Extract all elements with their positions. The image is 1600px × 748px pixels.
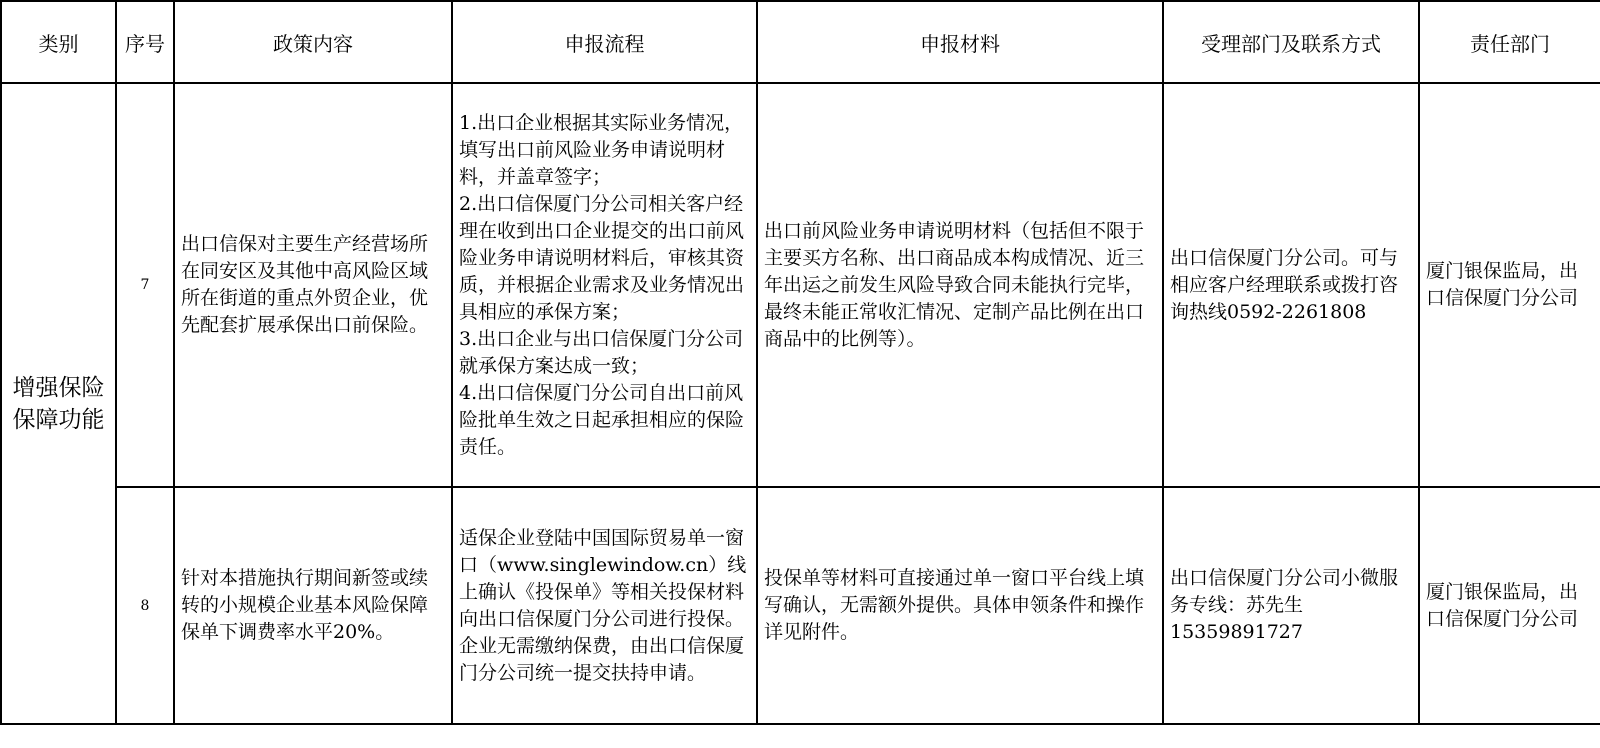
header-contact: 受理部门及联系方式 <box>1163 1 1419 83</box>
process-step: 4.出口信保厦门分公司自出口前风险批单生效之日起承担相应的保险责任。 <box>459 381 745 458</box>
process-cell <box>452 83 757 487</box>
process-step: 1.出口企业根据其实际业务情况，填写出口前风险业务申请说明材料，并盖章签字； <box>459 111 744 188</box>
policy-cell: 出口信保对主要生产经营场所在同安区及其他中高风险区域所在街道的重点外贸企业，优先配套扩展承保出口前保险。 <box>174 83 452 487</box>
process-cell: 适保企业登陆中国国际贸易单一窗口（www.singlewindow.cn）线上确认《投保单》等相关投保材料向出口信保厦门分公司进行投保。企业无需缴纳保费，由出口信保厦门分公司统一提交扶持申请。 <box>452 487 757 724</box>
responsible-cell: 厦门银保监局，出口信保厦门分公司 <box>1419 83 1600 487</box>
table-row <box>1 487 1600 724</box>
seq-cell: 7 <box>116 83 174 487</box>
header-policy: 政策内容 <box>174 1 452 83</box>
header-process: 申报流程 <box>452 1 757 83</box>
table-row <box>1 83 1600 487</box>
header-category: 类别 <box>1 1 116 83</box>
responsible-cell: 厦门银保监局，出口信保厦门分公司 <box>1419 487 1600 724</box>
policy-cell: 针对本措施执行期间新签或续转的小规模企业基本风险保障保单下调费率水平20%。 <box>174 487 452 724</box>
materials-cell: 出口前风险业务申请说明材料（包括但不限于主要买方名称、出口商品成本构成情况、近三年出运之前发生风险导致合同未能执行完毕，最终未能正常收汇情况、定制产品比例在出口商品中的比例等）。 <box>757 83 1163 487</box>
header-seq: 序号 <box>116 1 174 83</box>
table-body <box>1 83 1600 724</box>
header-materials: 申报材料 <box>757 1 1163 83</box>
materials-cell: 投保单等材料可直接通过单一窗口平台线上填写确认，无需额外提供。具体申领条件和操作详见附件。 <box>757 487 1163 724</box>
contact-cell: 出口信保厦门分公司。可与相应客户经理联系或拨打咨询热线0592-2261808 <box>1163 83 1419 487</box>
table-header <box>1 1 1600 83</box>
seq-cell: 8 <box>116 487 174 724</box>
header-responsible: 责任部门 <box>1419 1 1600 83</box>
category-cell: 增强保险保障功能 <box>1 83 116 724</box>
process-step: 2.出口信保厦门分公司相关客户经理在收到出口企业提交的出口前风险业务申请说明材料后，审核其资质，并根据企业需求及业务情况出具相应的承保方案； <box>459 192 745 323</box>
process-step: 3.出口企业与出口信保厦门分公司就承保方案达成一致； <box>459 327 744 377</box>
header-row <box>1 1 1600 83</box>
contact-cell: 出口信保厦门分公司小微服务专线：苏先生15359891727 <box>1163 487 1419 724</box>
